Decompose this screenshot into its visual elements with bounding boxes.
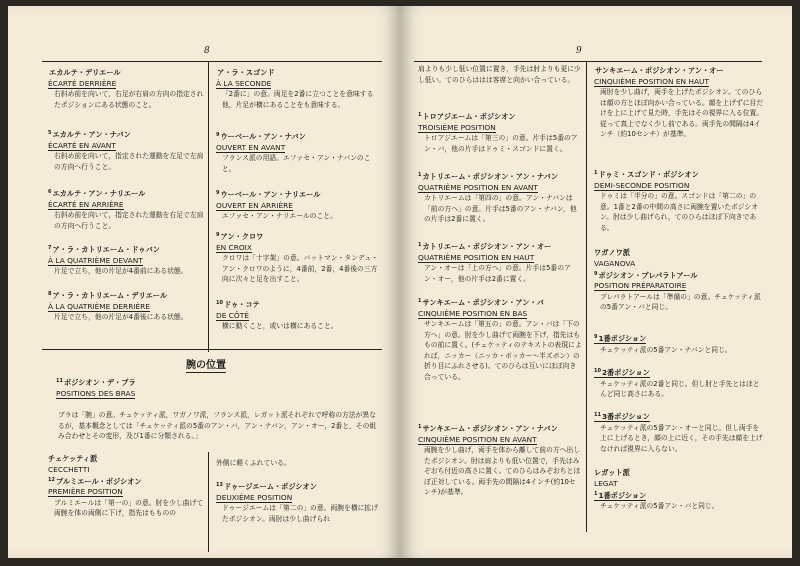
entry-description: アン・オーは「上の方へ」の意。片手は5番のアン・オー，他の片手は2番に置く。 — [424, 264, 571, 283]
glossary-entry — [48, 289, 206, 323]
entry-japanese-term: $^6$エカルテ・アン・ナリエール — [48, 189, 146, 198]
glossary-entry — [594, 332, 766, 355]
school-french-name: VAGANOVA — [594, 258, 636, 268]
entry-french-term: QUATRIÈME POSITION EN AVANT — [418, 182, 538, 192]
entry-french-term: À LA QUATRIÈME DEVANT — [48, 255, 143, 265]
glossary-entry — [594, 64, 766, 140]
glossary-entry — [216, 298, 380, 332]
entry-japanese-term: $^{12}$プルミエール・ポジシオン — [48, 476, 142, 486]
entry-french-term: À LA SECONDE — [216, 78, 272, 88]
school-french-name: CECCHETTI — [48, 464, 90, 474]
page-number: 9 — [576, 46, 582, 56]
entry-japanese-term: $^1$カトリエーム・ポジシオン・アン・オー — [418, 242, 552, 251]
entry-description: 片足で立ち，他の片足が4番前にある状態。 — [54, 267, 188, 275]
glossary-entry — [56, 376, 376, 399]
entry-french-term: ÉCARTÉ EN AVANT — [48, 140, 116, 150]
top-rule — [42, 61, 382, 62]
entry-description: サンキエームは「第五の」の意。アン・バは「下の方へ」の意。肘を少し曲げて両腕を下げ，指先はももの前に置く。(チェケッティのテキストの表現によれば，ニッカー（ニッカ・ボッカー〜半ズボン）の折り目にふれさせる)。てのひらは互いにほぼ向き合っている。 — [424, 320, 582, 381]
book-spread — [8, 6, 792, 558]
entry-japanese-term: $^{10}$2番ポジション — [594, 368, 650, 377]
entry-description: 両肘を少し曲げ，両手を上げたポジシオン。てのひらは顔の方とほぼ向かい合っている。顔を上げずに目だけを上に上げて見た時，手先はその視界に入る位置。従って真上でなく少し前である。両手先の間隔は4インチ（約10センチ）が基準。 — [600, 88, 764, 139]
school-name: ワガノワ派 — [594, 248, 630, 257]
entry-japanese-term: $^1$サンキエーム・ポジシオン・アン・ナバン — [418, 424, 558, 433]
section-paragraph: ブラは「腕」の意。チェケッティ派，ワガノワ派，フランス派，レガット派それぞれで呼称の方法が異なるが，基本概念としては「チェケッティ派の5番のアン・バ，アン・ナバン，アン・オー，2番と，その組み合わせとその変形，及び1番に分類される。」 — [58, 411, 377, 441]
entry-description: チェケッティ派の5番アン・バと同じ。 — [600, 502, 719, 510]
entry-japanese-term: $^{11}$3番ポジション — [594, 412, 650, 421]
entry-description: ドゥージエームは「第二の」の意。両腕を横に拡げたポジシオン。両肘は少し曲げられ — [222, 504, 379, 523]
page-number: 8 — [204, 46, 210, 56]
entry-japanese-term: $^{10}$ドゥ・コテ — [216, 300, 260, 309]
entry-japanese-term: $^7$ア・ラ・カトリエーム・ドゥバン — [48, 245, 160, 254]
glossary-entry — [418, 296, 582, 383]
glossary-entry — [48, 66, 206, 110]
entry-japanese-term: $^1$サンキエーム・ポジシオン・アン・バ — [418, 298, 544, 307]
entry-japanese-term: $^{13}$ドゥージエーム・ポジシオン — [216, 482, 317, 491]
entry-french-term: POSITION PRÉPARATOIRE — [594, 281, 687, 290]
entry-description: ドゥミは「半分の」の意。スゴンドは「第二の」の意。1番と2番の中間の高さに両腕を置いたポジシオン。肘は少し曲げられ，てのひらはほぼ下向きである。 — [600, 192, 759, 232]
glossary-entry — [216, 188, 380, 222]
entry-french-term: À LA QUATRIÈME DERRIÈRE — [48, 301, 150, 311]
entry-french-term: ÉCARTÉ DERRIÈRE — [48, 78, 117, 88]
entry-french-term: DEMI-SECONDE POSITION — [594, 180, 690, 190]
entry-description: プルミエールは「第一の」の意。肘を少し曲げて両腕を体の両側に下げ，指先はもものの — [54, 498, 204, 518]
entry-french-term: CINQUIÈME POSITION EN BAS — [418, 308, 528, 318]
entry-french-term: DEUXIÈME POSITION — [216, 492, 293, 502]
entry-description: 「2番に」の意。両足を2番に立つことを意味する他，片足が横にあることをも意味する。 — [222, 90, 374, 109]
entry-japanese-term: $^8$ア・ラ・カトリエーム・デリエール — [48, 291, 168, 300]
entry-french-term: ÉCARTÉ EN ARRIÈRE — [48, 199, 124, 209]
glossary-entry — [48, 187, 206, 231]
entry-french-term: POSITIONS DES BRAS — [56, 388, 136, 398]
entry-japanese-term: $^1$ドゥミ・スゴンド・ポジシオン — [594, 170, 699, 179]
glossary-entry — [216, 480, 380, 524]
entry-french-term: EN CROIX — [216, 242, 252, 252]
column-divider — [208, 62, 209, 352]
glossary-entry — [216, 230, 380, 285]
glossary-entry — [418, 422, 582, 498]
entry-description: 片足で立ち，他の片足が4番後にある状態。 — [54, 313, 188, 321]
entry-french-term: CINQUIÈME POSITION EN HAUT — [594, 76, 709, 86]
entry-japanese-term: $^9$アン・クロワ — [216, 232, 264, 241]
school-name: レガット派 — [594, 468, 630, 477]
entry-french-term: DE CÔTÉ — [216, 310, 249, 320]
column-divider — [208, 452, 209, 552]
section-heading: 腕の位置 — [186, 356, 226, 373]
entry-japanese-term: $^5$エカルテ・アン・ナバン — [48, 130, 131, 139]
entry-description: 横に動くこと，或いは横にあること。 — [222, 322, 338, 330]
left-page — [8, 6, 400, 558]
entry-description: 右斜め前を向いて，指定された運動を右足で左肩の方向へ行うこと。 — [54, 211, 204, 230]
glossary-entry — [594, 168, 766, 233]
entry-french-term: QUATRIÈME POSITION EN HAUT — [418, 252, 535, 262]
column-divider — [586, 62, 587, 532]
entry-french-term: CINQUIÈME POSITION EN AVANT — [418, 434, 537, 444]
glossary-entry — [216, 66, 380, 110]
continued-text: 外側に軽くふれている。 — [216, 459, 291, 467]
entry-description: フランス派の用語。エファセ・アン・ナバンのこと。 — [222, 154, 371, 173]
glossary-entry — [418, 170, 582, 225]
glossary-entry — [216, 130, 380, 174]
glossary-entry — [48, 243, 206, 277]
continued-text: 肩よりも少し低い位置に置き，手先は肘よりも更に少し低い。てのひらははは客席と向かい合っている。 — [418, 65, 581, 84]
school-french-name: LEGAT — [594, 478, 618, 488]
entry-french-term: PREMIÈRE POSITION — [48, 487, 123, 496]
entry-japanese-term: $^9$1番ポジション — [594, 334, 647, 343]
entry-description: 右斜め前を向いて，指定された運動を左足で左肩の方向へ行うこと。 — [54, 152, 204, 171]
entry-japanese-term: $^9$ウーベール・アン・ナバン — [216, 132, 306, 141]
entry-japanese-term: サンキエーム・ポジシオン・アン・オー — [595, 66, 724, 75]
section-rule — [42, 349, 382, 350]
entry-french-term: OUVERT EN AVANT — [216, 142, 286, 152]
entry-japanese-term: $^1$1番ポジション — [594, 490, 647, 500]
glossary-entry — [594, 410, 766, 454]
entry-japanese-term: $^9$ウーベール・アン・ナリエール — [216, 190, 321, 199]
glossary-entry — [418, 240, 582, 284]
entry-description: チェケッティ派の2番と同じ。但し肘と手先とはほとんど同じ高さにある。 — [600, 379, 760, 399]
entry-description: エファセ・アン・ナリエールのこと。 — [222, 212, 337, 220]
entry-japanese-term: $^1$トロアジエーム・ポジシオン — [418, 112, 516, 121]
entry-japanese-term: $^9$ポジシオン・プレパラトアール — [594, 270, 698, 280]
entry-description: チェケッティ派の5番アン・ナバンと同じ。 — [600, 345, 732, 354]
entry-japanese-term: エカルテ・デリエール — [49, 68, 121, 77]
entry-french-term: TROISIÈME POSITION — [418, 122, 496, 132]
entry-japanese-term: ア・ラ・スゴンド — [217, 68, 275, 77]
entry-description: プレパラトアールは「準備の」の意。チェケッティ派の5番アン・バと同じ。 — [600, 292, 761, 312]
entry-description: クロワは「十字架」の意。バットマン・タンデュ・アン・クロワのように，4番前，2番，4番後の三方向に次々と足を出すこと。 — [222, 254, 379, 284]
school-name: チェケッティ派 — [48, 454, 98, 463]
entry-description: カトリエームは「第四の」の意。アン・ナバンは「前の方へ」の意。片手は5番のアン・ナバン，他の片手は2番に置く。 — [424, 194, 577, 224]
entry-description: 両腕を少し曲げ，両手を体から離して前の方へ出したポジシオン。肘は肩よりも低い位置で，手先はみぞおち付近の高さに置く。てのひらはみぞおちとほぼ正対している。両手先の間隔は4インチ(約10センチ)が基準。 — [424, 446, 581, 497]
school-block — [48, 454, 206, 519]
entry-description: トロアジエームは「第三の」の意。片手は5番のアン・バ，他の片手はドゥミ・スゴンドに置く。 — [424, 134, 578, 153]
right-page — [400, 6, 792, 558]
entry-description: 右斜め前を向いて，右足が右肩の方向の指定されたポジションにある状態のこと。 — [54, 90, 204, 109]
entry-description: チェケッティ派の5番アン・オーと同じ。但し両手を上に上げるとき，顔の上に近く，その手先は顔を上げなければ視界に入らない。 — [600, 423, 763, 453]
entry-japanese-term: $^{11}$ポジシオン・デ・ブラ — [56, 378, 136, 387]
entry-japanese-term: $^1$カトリエーム・ポジシオン・アン・ナバン — [418, 172, 559, 181]
glossary-entry — [594, 366, 766, 400]
school-block — [594, 468, 766, 512]
glossary-entry — [418, 110, 582, 154]
school-block — [594, 248, 766, 313]
glossary-entry — [48, 128, 206, 172]
top-rule — [414, 61, 762, 62]
entry-french-term: OUVERT EN ARRIÈRE — [216, 200, 293, 210]
